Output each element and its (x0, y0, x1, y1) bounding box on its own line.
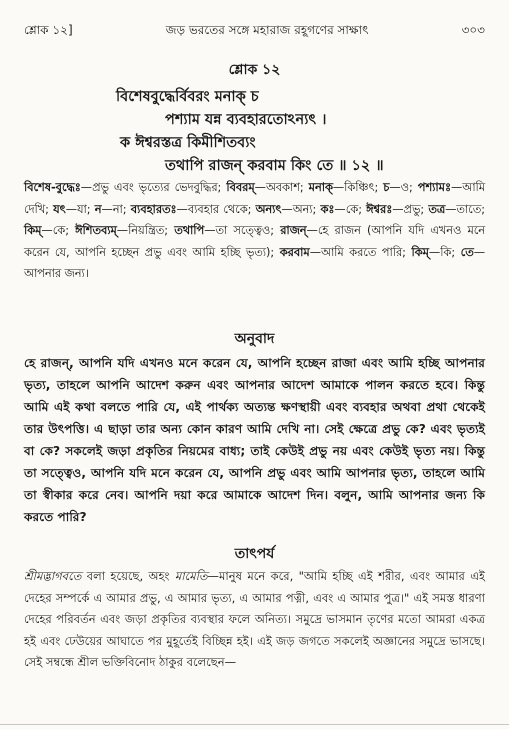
synonym-term: কিম্ (411, 245, 429, 259)
header-verse-ref: শ্লোক ১২] (24, 23, 73, 37)
synonym-meaning: —ও; (389, 181, 418, 194)
synonym-meaning: —অন্য; (281, 202, 321, 216)
synonym-meaning: —না; (101, 202, 131, 216)
synonym-term: মনাক্ (308, 181, 333, 194)
synonym-term: ঈশিতব্যম্ (75, 224, 117, 237)
synonym-meaning: —ব্যবহার থেকে; (176, 202, 256, 216)
synonym-term: কিম্ (24, 224, 42, 237)
running-header (24, 22, 485, 42)
purport-heading: তাৎপর্য (234, 546, 275, 562)
header-chapter-title: জড় ভরতের সঙ্গে মহারাজ রহূগণের সাক্ষাৎ (165, 23, 369, 37)
synonym-term: করবাম (279, 245, 310, 259)
verse-line: বিশেষবুদ্ধের্বিবরং মনাক্ চ (116, 89, 259, 105)
synonym-term: চ (383, 181, 390, 194)
synonym-term: তত্র (428, 202, 446, 216)
page-number: ৩০৩ (461, 23, 485, 37)
synonym-meaning: —কি; (428, 245, 461, 259)
synonym-term: অন্যৎ (255, 202, 282, 216)
sanskrit-verse (0, 58, 509, 178)
purport-italic-term: মামেতি (174, 569, 208, 583)
synonym-meaning: —প্রভু; (392, 202, 429, 216)
synonym-term: ঈশ্বরঃ (366, 202, 393, 216)
synonym-term: তথাপি (174, 224, 205, 237)
verse-line: ক ঈশ্বরস্তত্র কিমীশিতব্যং (120, 135, 256, 151)
synonym-term: বিবরম্ (226, 181, 255, 194)
synonym-meaning: —আমি করতে পারি; (309, 245, 412, 259)
synonym-meaning: —তা সত্ত্বেও; (204, 224, 281, 237)
translation-text: হে রাজন্, আপনি যদি এখনও মনে করেন যে, আপনি হচ্ছেন রাজা এবং আমি হচ্ছি আপনার ভৃত্য, তাহলে আপনি আদেশ করুন এবং আপনার আদেশ আমাকে পালন করতে হবে। কিন্তু আমি এই কথা বলতে পারি যে, এই পার্থক্য অত্যন্ত ক্ষণস্থায়ী এবং ব্যবহার অথবা প্রথা থেকেই তার উৎপত্তি। এ ছাড়া তার অন্য কোন কারণ আমি দেখি না। সেই ক্ষেত্রে প্রভু কে? এবং ভৃত্যই বা কে? সকলেই জড়া প্রকৃতির নিয়মের বাধ্য; তাই কেউই প্রভু নয় এবং কেউই ভৃত্য নয়। কিন্তু তা সত্ত্বেও, আপনি যদি মনে করেন যে, আপনি প্রভু এবং আমি আপনার ভৃত্য, তাহলে আমি তা স্বীকার করে নেব। আপনি দয়া করে আমাকে আদেশ দিন। বলুন, আমি আপনার জন্য কি করতে পারি? (24, 356, 485, 524)
synonym-meaning: —যা; (65, 202, 95, 216)
synonym-term: বিশেষ-বুদ্ধেঃ (24, 181, 81, 194)
synonym-term: ব্যবহারতঃ (130, 202, 177, 216)
purport-text (24, 566, 485, 674)
purport-text-part: —মানুষ মনে করে, "আমি হচ্ছি এই শরীর, এবং আমার এই দেহের সম্পর্কে এ আমার প্রভু, এ আমার ভৃত্য, এ আমার পত্নী, এবং এ আমার পুত্র।" এই সমস্ত ধারণা দেহের পরিবর্তন এবং জড়া প্রকৃতির ব্যবস্থার ফলে অনিত্য। সমুদ্রে ভাসমান তৃণের মতো আমরা একত্র হই এবং ঢেউয়ের আঘাতে পর মুহূর্তেই বিচ্ছিন্ন হই। এই জড় জগতে সকলেই অজ্ঞানের সমুদ্রে ভাসছে। সেই সম্বন্ধে শ্রীল ভক্তিবিনোদ ঠাকুর বলেছেন— (24, 569, 485, 669)
page-bottom-rule (0, 724, 509, 725)
synonym-meaning: —হে রাজন (আপনি যদি এখনও মনে করেন যে, আপনি হচ্ছেন প্রভু এবং আমি হচ্ছি ভৃত্য); (24, 224, 485, 259)
synonym-term: পশ্যামঃ (417, 181, 451, 194)
synonym-meaning: —তাতে; (445, 202, 485, 216)
synonym-meaning: —প্রভু এবং ভৃত্যের ভেদবুদ্ধির; (80, 181, 227, 194)
synonym-meaning: —কিঞ্চিৎ; (332, 181, 384, 194)
synonym-meaning: —কে; (334, 202, 367, 216)
verse-line: পশ্যাম যন্ন ব্যবহারতোঽন্যৎ । (165, 112, 327, 128)
purport-text-part: বলা হয়েছে, অহং (81, 569, 175, 583)
verse-line: তথাপি রাজন্ করবাম কিং তে ॥ ১২ ॥ (165, 158, 384, 174)
synonym-meaning: —আমি দেখি; (24, 181, 485, 216)
synonym-term: কঃ (320, 202, 335, 216)
synonym-term: তে (460, 245, 474, 259)
synonym-meaning: —নিয়ন্ত্রিত; (116, 224, 175, 237)
synonym-meaning: —আপনার জন্য। (24, 245, 485, 280)
word-meanings (24, 177, 485, 285)
synonym-term: ন (94, 202, 102, 216)
translation-heading: অনুবাদ (234, 331, 275, 347)
synonym-term: রাজন্ (280, 224, 307, 237)
synonym-meaning: —কে; (41, 224, 76, 237)
verse-title: শ্লোক ১২ (228, 62, 281, 78)
purport-italic-source: শ্রীমদ্ভাগবতে (24, 569, 82, 583)
synonym-meaning: —অবকাশ; (254, 181, 309, 194)
synonym-term: যৎ (53, 202, 66, 216)
